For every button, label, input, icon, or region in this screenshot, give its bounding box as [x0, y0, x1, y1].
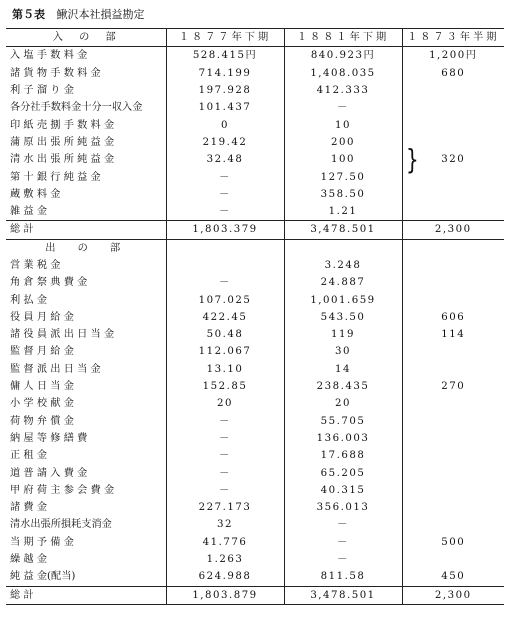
label-text: 清 水 出 張 所 純 益 金	[10, 154, 115, 166]
value-1881: 811.58	[284, 568, 402, 586]
value-1877: －	[166, 274, 284, 291]
value-1877: －	[166, 413, 284, 430]
row-label	[6, 343, 166, 360]
value-1881: 1,408.035	[284, 65, 402, 82]
expense-row	[6, 447, 504, 464]
value-1873	[402, 516, 504, 533]
expense-body	[6, 239, 504, 604]
row-label	[6, 116, 166, 133]
label-text: 各分社手数料金十分一収入金	[10, 102, 143, 114]
table-title	[12, 6, 145, 22]
expense-section-label: 出 の 部	[45, 242, 127, 254]
value-1881: 40.315	[284, 482, 402, 499]
value-1881: －	[284, 516, 402, 533]
row-label	[6, 326, 166, 343]
header-row	[6, 29, 504, 47]
empty-cell	[166, 239, 284, 257]
row-label	[6, 274, 166, 291]
row-label	[6, 395, 166, 412]
row-label	[6, 464, 166, 481]
value-1873: 680	[402, 65, 504, 82]
income-row	[6, 65, 504, 82]
row-label	[6, 516, 166, 533]
expense-row	[6, 534, 504, 551]
value-1877: 101.437	[166, 99, 284, 116]
row-label	[6, 568, 166, 586]
row-label	[6, 551, 166, 568]
expense-row	[6, 568, 504, 586]
empty-cell	[402, 239, 504, 257]
row-label	[6, 47, 166, 65]
income-row	[6, 99, 504, 116]
value-1877: 1,803.879	[166, 586, 284, 604]
label-text: 監 督 月 給 金	[10, 346, 74, 358]
value-1881: 356.013	[284, 499, 402, 516]
expense-row	[6, 395, 504, 412]
income-row	[6, 116, 504, 133]
expense-total-row	[6, 586, 504, 604]
value-1873	[402, 343, 504, 360]
value-1873: 450	[402, 568, 504, 586]
value-1877: 0	[166, 116, 284, 133]
value-1873: 320	[402, 151, 504, 168]
value-1881: 10	[284, 116, 402, 133]
label-text: 役 員 月 給 金	[10, 311, 74, 323]
value-1881: 55.705	[284, 413, 402, 430]
row-label	[6, 134, 166, 151]
label-text: 純 益 金(配当)	[10, 571, 76, 583]
income-row	[6, 134, 504, 151]
label-text: 納 屋 等 修 繕 費	[10, 432, 88, 444]
value-1877: －	[166, 464, 284, 481]
income-row	[6, 151, 504, 168]
expense-row	[6, 413, 504, 430]
value-1877: 152.85	[166, 378, 284, 395]
row-label	[6, 65, 166, 82]
label-text: 繰 越 金	[10, 554, 48, 566]
label-text: 第 十 銀 行 純 益 金	[10, 171, 101, 183]
brace-mark: }	[406, 142, 419, 176]
value-1873: 270	[402, 378, 504, 395]
header-income-section: 入 の 部	[6, 29, 166, 47]
label-text: 総 計	[10, 589, 34, 601]
value-1873	[402, 257, 504, 274]
value-1877: 219.42	[166, 134, 284, 151]
label-text: 荷 物 弁 償 金	[10, 415, 74, 427]
value-1881: 65.205	[284, 464, 402, 481]
expense-row	[6, 291, 504, 308]
label-text: 諸 役 員 派 出 日 当 金	[10, 329, 115, 341]
expense-row	[6, 464, 504, 481]
table-caption: 鰍沢本社損益勘定	[56, 8, 145, 21]
value-1877: －	[166, 168, 284, 185]
income-row	[6, 82, 504, 99]
row-label	[6, 413, 166, 430]
value-1873	[402, 186, 504, 203]
income-total-row	[6, 221, 504, 239]
label-text: 入 塩 手 数 料 金	[10, 50, 88, 62]
label-text: 総 計	[10, 224, 34, 236]
value-1881: 127.50	[284, 168, 402, 185]
value-1881: 200	[284, 134, 402, 151]
value-1881: 119	[284, 326, 402, 343]
income-row	[6, 186, 504, 203]
value-1877: 1,803.379	[166, 221, 284, 239]
value-1881: 1.21	[284, 203, 402, 221]
row-label	[6, 447, 166, 464]
row-label	[6, 291, 166, 308]
row-label	[6, 534, 166, 551]
label-text: 蒲 原 出 張 所 純 益 金	[10, 136, 115, 148]
value-1877: 714.199	[166, 65, 284, 82]
expense-row	[6, 499, 504, 516]
value-1873: 606	[402, 309, 504, 326]
expense-row	[6, 482, 504, 499]
value-1877: 32.48	[166, 151, 284, 168]
row-label	[6, 430, 166, 447]
expense-section-row	[6, 239, 504, 257]
label-text: 道 普 請 入 費 金	[10, 467, 88, 479]
header-1877: １８７７年下期	[166, 29, 284, 47]
value-1873	[402, 203, 504, 221]
label-text: 印 紙 売 捌 手 数 料 金	[10, 119, 115, 131]
value-1873	[402, 291, 504, 308]
value-1873	[402, 116, 504, 133]
row-label	[6, 309, 166, 326]
value-1877: 1.263	[166, 551, 284, 568]
value-1881: 100	[284, 151, 402, 168]
value-1881: 30	[284, 343, 402, 360]
expense-row	[6, 378, 504, 395]
value-1873	[402, 413, 504, 430]
value-1881: 412.333	[284, 82, 402, 99]
row-label	[6, 586, 166, 604]
label-text: 監 督 派 出 日 当 金	[10, 363, 101, 375]
income-row	[6, 203, 504, 221]
label-text: 営 業 税 金	[10, 260, 61, 271]
row-label	[6, 361, 166, 378]
row-label	[6, 151, 166, 168]
value-1877: 32	[166, 516, 284, 533]
value-1873	[402, 551, 504, 568]
value-1877: 624.988	[166, 568, 284, 586]
value-1881: 24.887	[284, 274, 402, 291]
value-1877: 41.776	[166, 534, 284, 551]
value-1881: 358.50	[284, 186, 402, 203]
expense-row	[6, 516, 504, 533]
row-label	[6, 257, 166, 274]
profit-loss-table	[6, 28, 504, 605]
label-text: 小 学 校 献 金	[10, 398, 74, 410]
row-label	[6, 499, 166, 516]
value-1873: 114	[402, 326, 504, 343]
value-1877: 107.025	[166, 291, 284, 308]
value-1873	[402, 430, 504, 447]
value-1877: 50.48	[166, 326, 284, 343]
value-1877: －	[166, 186, 284, 203]
row-label	[6, 82, 166, 99]
expense-row	[6, 309, 504, 326]
header-1881: １８８１年下期	[284, 29, 402, 47]
value-1877: －	[166, 482, 284, 499]
label-text: 正 租 金	[10, 450, 48, 462]
value-1873	[402, 274, 504, 291]
expense-row	[6, 274, 504, 291]
value-1877	[166, 257, 284, 274]
expense-row	[6, 257, 504, 274]
expense-row	[6, 326, 504, 343]
value-1881: －	[284, 534, 402, 551]
value-1881: －	[284, 99, 402, 116]
value-1877: 197.928	[166, 82, 284, 99]
value-1877: 227.173	[166, 499, 284, 516]
value-1873: 2,300	[402, 221, 504, 239]
value-1881: －	[284, 551, 402, 568]
value-1873	[402, 361, 504, 378]
label-text: 蔵 敷 料 金	[10, 188, 61, 200]
label-text: 甲 府 荷 主 参 会 費 金	[10, 484, 115, 496]
value-1873: 1,200円	[402, 47, 504, 65]
value-1881: 14	[284, 361, 402, 378]
label-text: 清水出張所損耗支消金	[10, 519, 112, 531]
value-1881: 238.435	[284, 378, 402, 395]
value-1873	[402, 464, 504, 481]
expense-row	[6, 361, 504, 378]
value-1877: －	[166, 430, 284, 447]
table-number: 第５表	[12, 8, 45, 21]
income-row	[6, 168, 504, 185]
label-text: 当 期 予 備 金	[10, 536, 74, 548]
value-1873	[402, 99, 504, 116]
row-label	[6, 221, 166, 239]
value-1873	[402, 447, 504, 464]
label-text: 雑 益 金	[10, 206, 48, 218]
expense-row	[6, 343, 504, 360]
value-1877: 112.067	[166, 343, 284, 360]
value-1873	[402, 82, 504, 99]
value-1873	[402, 499, 504, 516]
value-1881: 3,478.501	[284, 221, 402, 239]
value-1873	[402, 482, 504, 499]
row-label	[6, 482, 166, 499]
value-1873	[402, 395, 504, 412]
row-label	[6, 99, 166, 116]
row-label	[6, 378, 166, 395]
value-1877: 422.45	[166, 309, 284, 326]
value-1881: 20	[284, 395, 402, 412]
value-1881: 543.50	[284, 309, 402, 326]
label-text: 諸 費 金	[10, 502, 48, 514]
expense-row	[6, 430, 504, 447]
header-1873: １８７３年半期	[402, 29, 504, 47]
income-row	[6, 47, 504, 65]
income-body	[6, 47, 504, 239]
value-1881: 1,001.659	[284, 291, 402, 308]
row-label	[6, 186, 166, 203]
value-1877: 20	[166, 395, 284, 412]
value-1881: 136.003	[284, 430, 402, 447]
value-1877: －	[166, 447, 284, 464]
value-1877: 528.415円	[166, 47, 284, 65]
label-text: 利 子 溜 り 金	[10, 85, 74, 97]
value-1881: 840.923円	[284, 47, 402, 65]
value-1873: 2,300	[402, 586, 504, 604]
label-text: 角 倉 祭 典 費 金	[10, 277, 88, 289]
label-text: 諸 貨 物 手 数 料 金	[10, 67, 101, 79]
label-text: 傭 人 日 当 金	[10, 381, 74, 393]
value-1881: 3.248	[284, 257, 402, 274]
value-1881: 17.688	[284, 447, 402, 464]
empty-cell	[284, 239, 402, 257]
expense-row	[6, 551, 504, 568]
row-label	[6, 168, 166, 185]
value-1873: 500	[402, 534, 504, 551]
row-label	[6, 203, 166, 221]
value-1881: 3,478.501	[284, 586, 402, 604]
value-1877: －	[166, 203, 284, 221]
label-text: 利 払 金	[10, 294, 48, 306]
value-1877: 13.10	[166, 361, 284, 378]
